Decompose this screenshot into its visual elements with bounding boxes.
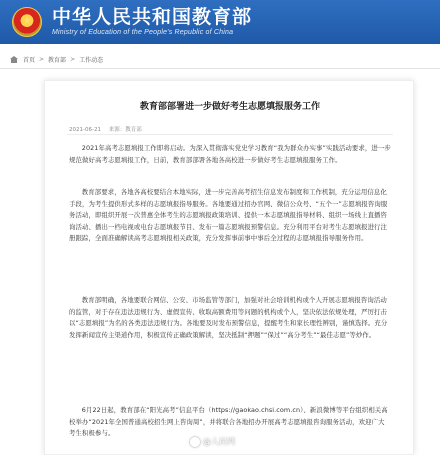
site-subtitle: Ministry of Education of the People's Republic of China — [52, 29, 234, 36]
watermark-text: @人民网 — [203, 437, 235, 446]
weibo-icon — [190, 437, 200, 447]
home-icon[interactable] — [10, 56, 18, 63]
article-title: 教育部部署进一步做好考生志愿填报服务工作 — [139, 102, 320, 112]
watermark — [190, 436, 235, 447]
breadcrumb — [0, 52, 440, 66]
breadcrumb-item-news[interactable]: 工作动态 — [79, 56, 104, 64]
article-source: 来源：教育部 — [108, 127, 142, 133]
article-paragraph: 6月22日起，教育部在“阳光高考”信息平台（https://gaokao.chsi.com.cn）、新浪微博等平台组织相关高校举办“2021年全国普通高校招生网上咨询周”，并将联合各地招办开展高考志愿填报咨询服务活动，欢迎广大考生积极参与。 — [69, 406, 388, 438]
article-meta — [69, 125, 148, 133]
article-paragraph: 2021年高考志愿填报工作即将启动。为深入贯彻落实党史学习教育“我为群众办实事”实践活动要求，进一步规范做好高考志愿填报工作，日前，教育部部署各地各高校进一步做好考生志愿填报服务工作。 — [69, 144, 391, 164]
meta-divider — [67, 134, 393, 135]
article-paragraph: 教育部明确，各地要联合网信、公安、市场监管等部门，加强对社会培训机构或个人开展志愿填报咨询活动的监管，对于存在违法违规行为、虚假宣传、收取高额费用等问题的机构或个人，坚决依法依规处理，严厉打击以“志愿填报”为名的各类违法违规行为。各地要及时发布预警信息，提醒考生和家长理性辨别，谨慎选择。充分发挥新闻宣传主渠道作用，积极宣传正确政策解读，坚决抵制“押题”“保过”“高分考生”“最佳志愿”等炒作。 — [69, 296, 388, 339]
breadcrumb-separator: > — [70, 55, 76, 63]
article-date: 2021-06-21 — [69, 127, 101, 133]
breadcrumb-item-ministry[interactable]: 教育部 — [48, 56, 67, 64]
article-card — [44, 80, 414, 455]
article-paragraph: 教育部要求，各地各高校要结合本地实际，进一步完善高考招生信息发布制度和工作机制，充分运用信息化手段，为考生提供形式多样的志愿填报指导服务。各地要通过招办官网、微信公众号、“五个一”志愿填报咨询服务活动，即组织开展一次普惠全体考生的志愿填报政策培训、提供一本志愿填报指导材料、组织一场线上直播咨询活动、播出一档电视或电台志愿填报节目、发布一篇志愿填报预警信息。充分利用平台对考生志愿填报进行注册跟踪，全面准确解读高考志愿填报相关政策，充分发挥事前事中事后全过程的志愿填报指导服务作用。 — [69, 188, 388, 243]
site-brand[interactable] — [52, 6, 252, 38]
national-emblem-icon[interactable]: ★ — [12, 7, 42, 37]
site-title: 中华人民共和国教育部 — [52, 6, 253, 28]
breadcrumb-item-home[interactable]: 首页 — [23, 56, 36, 64]
site-header — [0, 0, 440, 44]
breadcrumb-divider — [0, 68, 440, 69]
breadcrumb-separator: > — [39, 55, 45, 63]
